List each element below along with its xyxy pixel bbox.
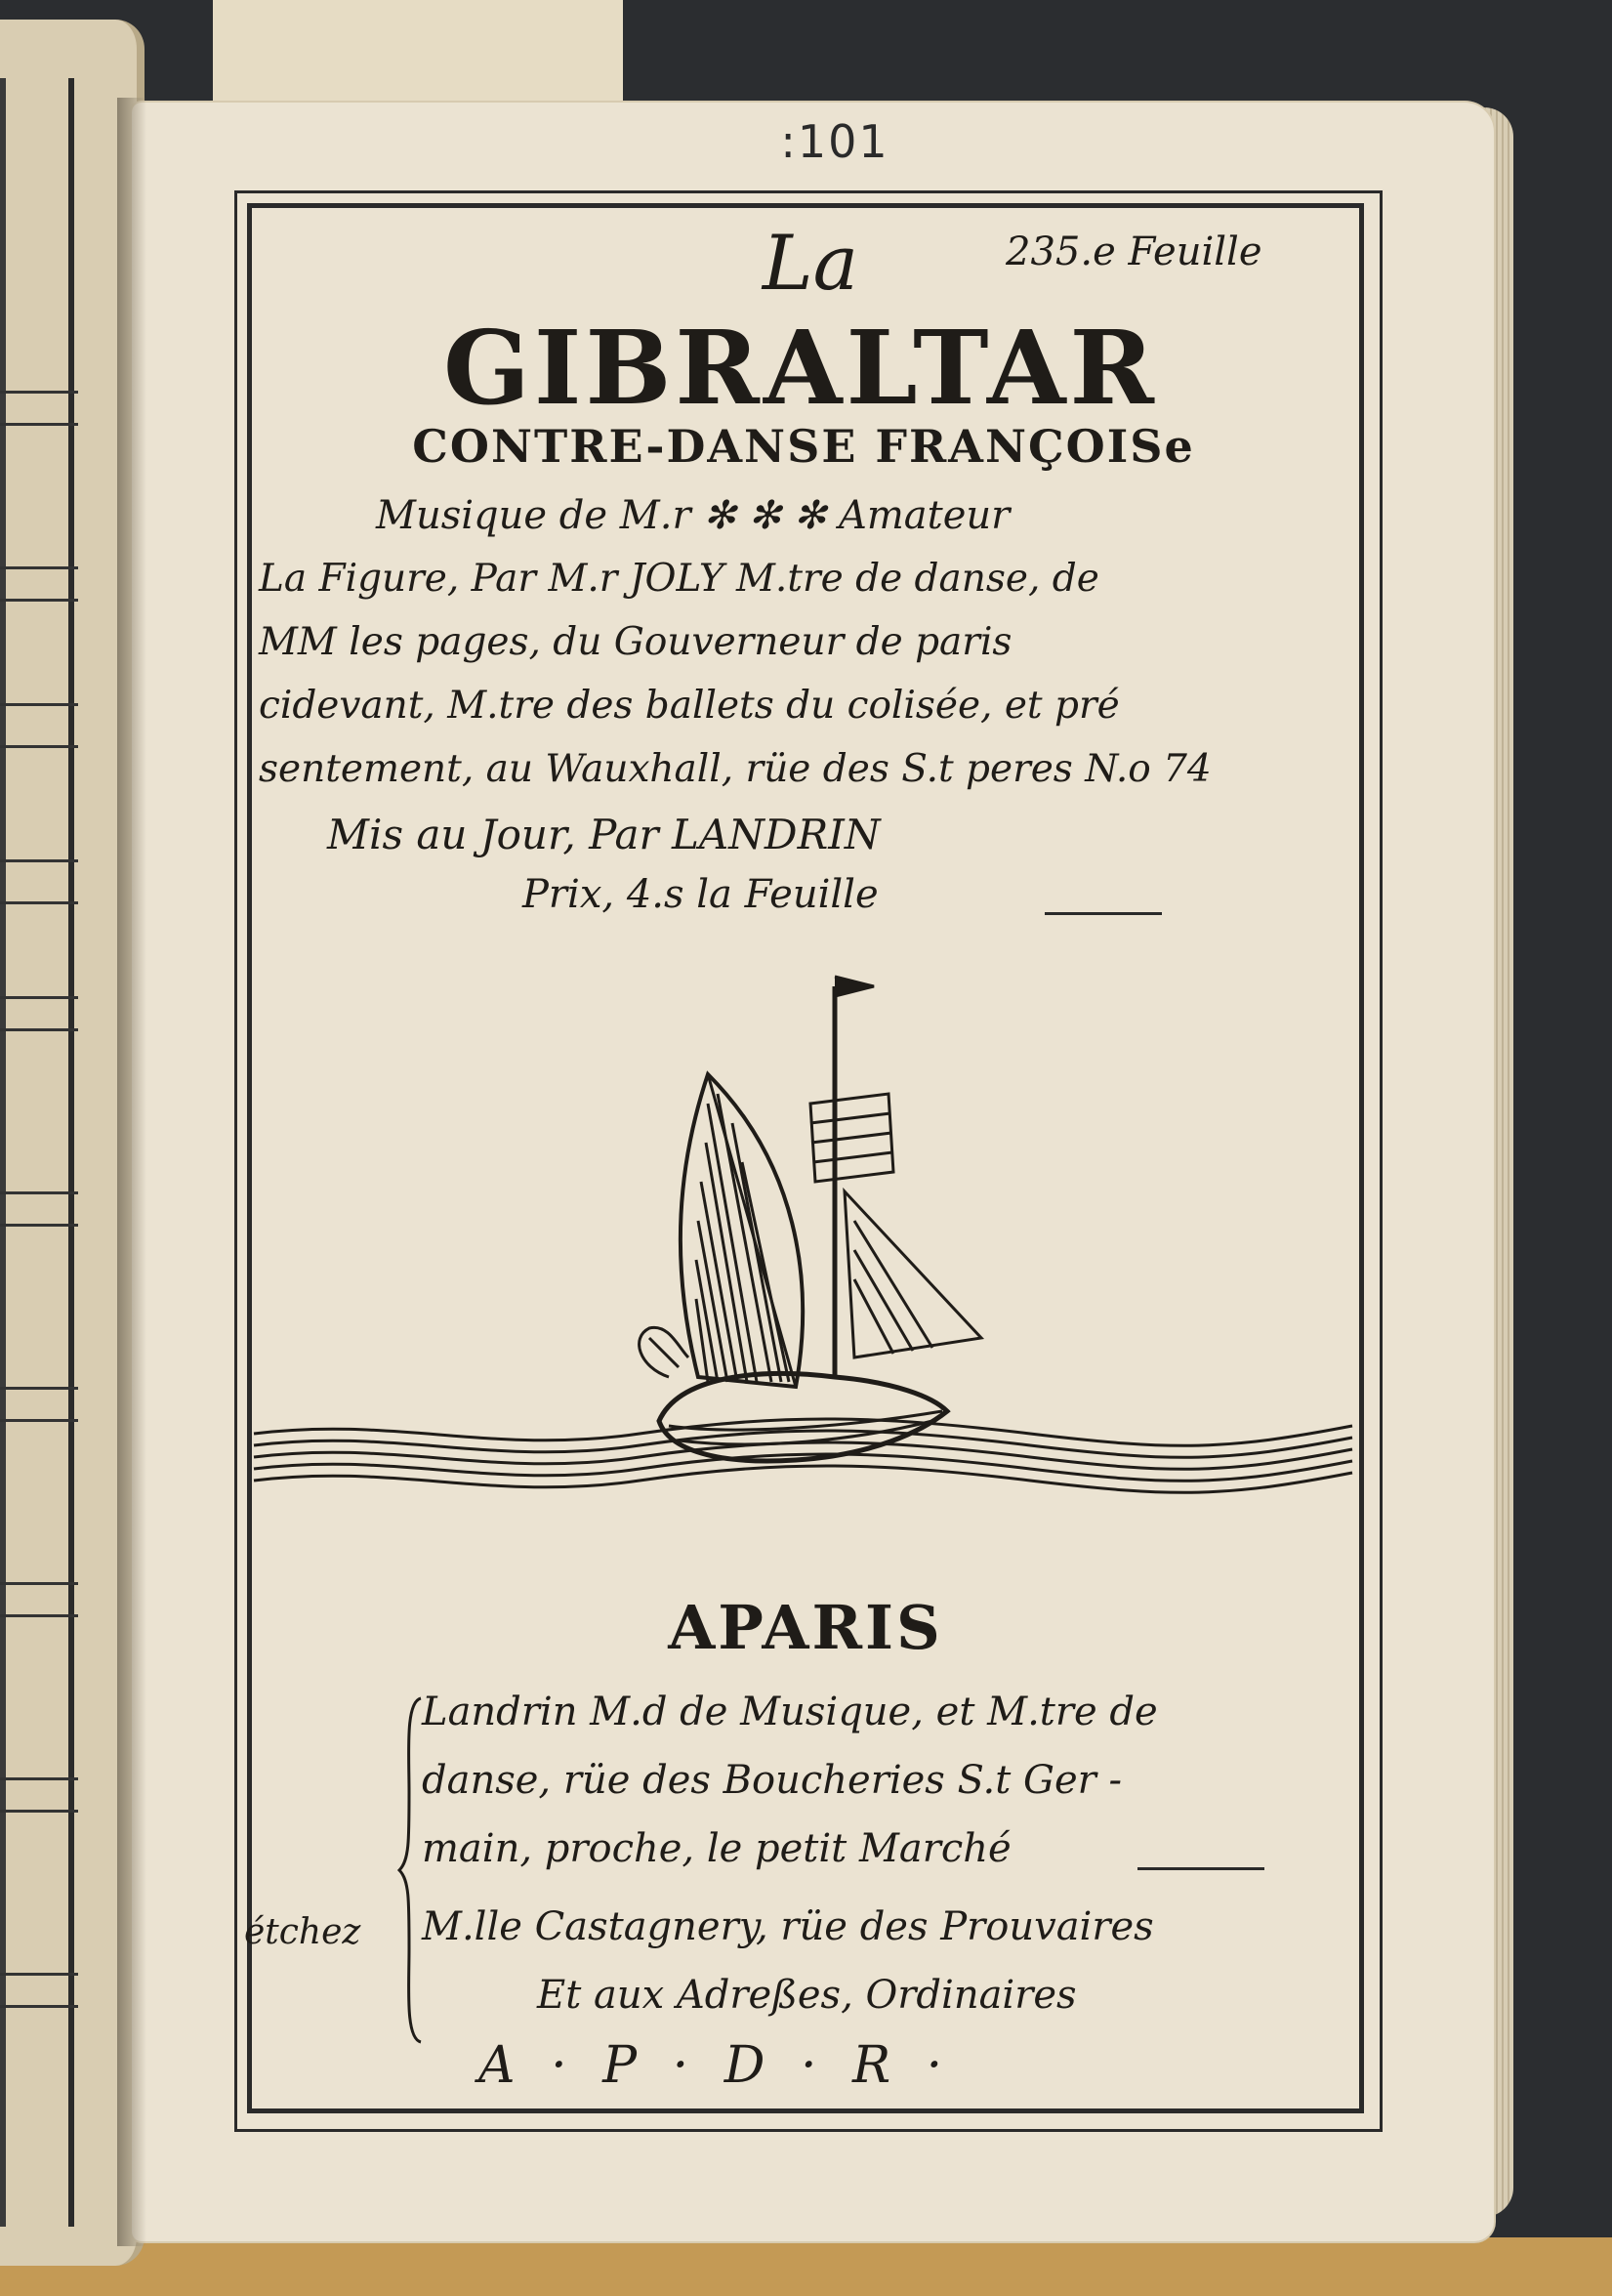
imprint-line: Et aux Adreßes, Ordinaires: [537, 1973, 1077, 2018]
imprint-place: APARIS: [668, 1592, 943, 1663]
credit-line: Musique de M.r ✻ ✻ ✻ Amateur: [376, 493, 1011, 538]
imprint-line: M.lle Castagnery, rüe des Prouvaires: [422, 1904, 1154, 1949]
music-staff: [0, 1582, 78, 1617]
credit-line: sentement, au Wauxhall, rüe des S.t peres N.o 74: [259, 747, 1212, 791]
curly-brace-icon: [395, 1694, 425, 2046]
pencil-page-number: :101: [780, 115, 889, 168]
background-sheet: [213, 0, 623, 110]
music-staff: [0, 1973, 78, 2008]
subtitle: CONTRE-DANSE FRANÇOISe: [412, 420, 1195, 473]
music-staff: [0, 391, 78, 426]
gutter-shadow: [117, 98, 146, 2246]
privilege-mark: A · P · D · R ·: [478, 2036, 953, 2095]
publisher-line: Mis au Jour, Par LANDRIN: [327, 811, 881, 858]
credit-line: cidevant, M.tre des ballets du colisée, et pré: [259, 684, 1120, 728]
flourish-rule: [1137, 1867, 1264, 1870]
sheet-number: 235.e Feuille: [1006, 230, 1262, 274]
music-staff: [0, 1191, 78, 1227]
page-title: GIBRALTAR: [443, 308, 1158, 428]
credit-line: La Figure, Par M.r JOLY M.tre de danse, de: [259, 557, 1099, 601]
credit-line: MM les pages, du Gouverneur de paris: [259, 620, 1013, 664]
table-surface: [0, 2237, 1612, 2296]
music-staff: [0, 566, 78, 602]
title-article: La: [762, 220, 859, 308]
music-staff: [0, 1777, 78, 1813]
imprint-line: Landrin M.d de Musique, et M.tre de: [422, 1690, 1158, 1734]
music-staff: [0, 703, 78, 748]
price-line: Prix, 4.s la Feuille: [522, 872, 879, 917]
imprint-line: main, proche, le petit Marché: [422, 1826, 1012, 1871]
music-staff: [0, 996, 78, 1031]
chez-label: étchez: [244, 1912, 361, 1952]
sailing-ship-icon: [249, 967, 1362, 1553]
music-staff: [0, 1387, 78, 1422]
imprint-line: danse, rüe des Boucheries S.t Ger -: [422, 1758, 1122, 1803]
flourish-rule: [1045, 912, 1162, 915]
music-staff: [0, 859, 78, 904]
